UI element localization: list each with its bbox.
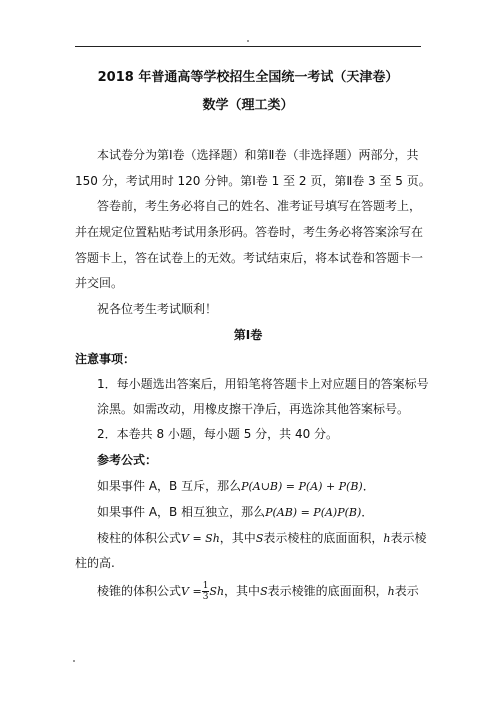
prism-s: S (255, 532, 264, 545)
formula-1-math: P(A∪B) = P(A) + P(B) (241, 480, 363, 493)
reference-heading: 参考公式： (97, 453, 158, 467)
formula-2-math: P(AB) = P(A)P(B) (265, 506, 362, 519)
pyramid-where: ，其中 (224, 584, 261, 598)
pyramid-s: S (260, 585, 268, 598)
formula-2-end: ． (361, 505, 374, 519)
formula-1-text: 如果事件 A，B 互斥，那么 (97, 479, 242, 493)
prism-formula: V = Sh (181, 532, 220, 545)
formula-line-3b: 柱的高. (75, 556, 115, 570)
header-rule (75, 46, 421, 47)
prism-where: ，其中 (219, 531, 256, 545)
prism-s-desc: 表示棱柱的底面面积， (263, 531, 384, 545)
section-heading: 第Ⅰ卷 (233, 328, 263, 342)
intro-line-6: 并交回。 (75, 276, 124, 290)
notice-item-1a: 1．每小题选出答案后，用铅笔将答题卡上对应题目的答案标号 (97, 377, 429, 391)
notice-item-1b: 涂黑。如需改动，用橡皮擦干净后，再选涂其他答案标号。 (97, 402, 410, 416)
fraction-numerator: 1 (202, 581, 209, 591)
intro-line-3: 答卷前，考生务必将自己的姓名、准考证号填写在答题考上， (97, 199, 422, 213)
prism-label: 棱柱的体积公式 (97, 531, 182, 545)
intro-line-5: 答题卡上，答在试卷上的无效。考试结束后，将本试卷和答题卡一 (75, 251, 424, 265)
notice-item-2: 2．本卷共 8 小题，每小题 5 分，共 40 分。 (97, 427, 339, 441)
notice-heading: 注意事项： (75, 352, 136, 366)
formula-1-end: ． (362, 479, 375, 493)
pyramid-label: 棱锥的体积公式 (97, 584, 182, 598)
bottom-mark (73, 660, 75, 662)
formula-2-text: 如果事件 A，B 相互独立，那么 (97, 505, 266, 519)
fraction-denominator: 3 (202, 592, 209, 602)
prism-h: h (383, 532, 391, 545)
pyramid-h-desc: 表示 (394, 584, 419, 598)
formula-line-3 (97, 529, 426, 546)
intro-line-1: 本试卷分为第Ⅰ卷（选择题）和第Ⅱ卷（非选择题）两部分，共 (97, 148, 419, 162)
pyramid-s-desc: 表示棱锥的底面面积， (267, 584, 388, 598)
exam-subtitle: 数学（理工类） (202, 98, 294, 113)
prism-h-desc: 表示棱 (390, 531, 427, 545)
top-mark (247, 40, 249, 42)
pyramid-h: h (387, 585, 395, 598)
formula-line-1 (97, 477, 375, 494)
intro-line-2: 150 分，考试用时 120 分钟。第Ⅰ卷 1 至 2 页，第Ⅱ卷 3 至 5 页。 (75, 174, 431, 188)
formula-line-4 (97, 581, 419, 602)
exam-title: 2018 年普通高等学校招生全国统一考试（天津卷） (97, 70, 399, 85)
pyramid-v: V = (181, 585, 202, 598)
intro-line-4: 并在规定位置粘贴考试用条形码。答卷时，考生务必将答案涂写在 (75, 225, 424, 239)
intro-line-7: 祝各位考生考试顺利！ (97, 302, 218, 316)
pyramid-sh: Sh (209, 585, 225, 598)
formula-line-2 (97, 503, 373, 520)
